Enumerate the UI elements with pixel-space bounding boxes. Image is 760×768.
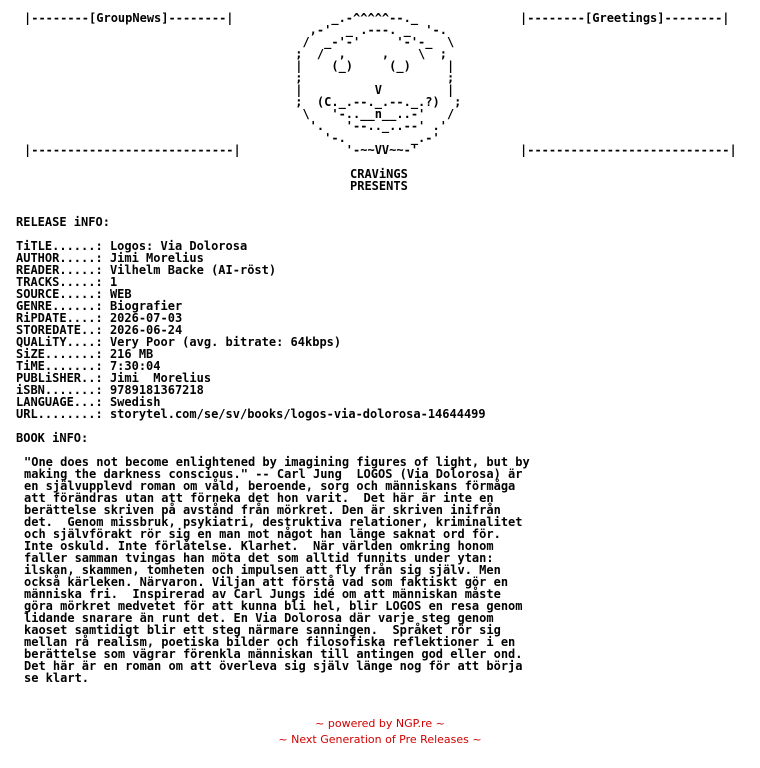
release-info-heading: RELEASE iNFO:	[16, 215, 110, 229]
info-key: TiME.......:	[16, 359, 103, 373]
info-key: TiTLE......:	[16, 239, 103, 253]
info-value: Biografier	[109, 299, 183, 313]
book-description: "One does not become enlightened by imagining figures of light, but by making the darkness conscious." -- Carl Jung LOGOS (Via Dolorosa) är en självupplevd roman om våld, beroende, sorg och människans förmåga att förändras utan att förneka det hon varit. Det här är inte en berättelse skriven på avstånd från mörkret. Den är skriven inifrån det. Genom missbruk, psykiatri, destruktiva relationer, kriminalitet och självförakt rör sig en man mot något han länge saknat ord för. Inte oskuld. Inte förlåtelse. Klarhet. När världen omkring honom faller samman tvingas han möta det som alltid funnits under ytan: ilskan, skammen, tomheten och impulsen att fly från sig själv. Men också kärleken. Närvaron. Viljan att förstå vad som faktiskt gör en människa fri. Inspirerad av Carl Jungs idé om att människan måste göra mörkret medvetet för att kunna bli hel, blir LOGOS en resa genom lidande snarare än runt det. En Via Dolorosa där varje steg genom kaoset samtidigt blir ett steg närmare sanningen. Språket rör sig mellan rå realism, poetiska bilder och filosofiska reflektioner i en berättelse som vägrar förenkla människan till antingen god eller ond. Det här är en roman om att överleva sig själv länge nog för att börja se klart.	[24, 455, 530, 685]
info-value: Jimi Morelius	[109, 371, 212, 385]
info-key: SiZE.......:	[16, 347, 103, 361]
info-value: 7:30:04	[109, 359, 161, 373]
info-key: READER.....:	[16, 263, 103, 277]
info-value: Logos: Via Dolorosa	[109, 239, 248, 253]
info-key: GENRE......:	[16, 299, 103, 313]
group-brand	[350, 168, 408, 192]
right-divider-rule: |----------------------------|	[520, 143, 737, 157]
release-info-table	[16, 240, 486, 420]
info-value: Swedish	[109, 395, 161, 409]
info-key: PUBLiSHER..:	[16, 371, 103, 385]
info-key: LANGUAGE...:	[16, 395, 103, 409]
info-value: 2026-07-03	[109, 311, 183, 325]
info-key: QUALiTY....:	[16, 335, 103, 349]
footer-powered-by: ~ powered by NGP.re ~	[315, 717, 445, 730]
info-value: Vilhelm Backe (AI-röst)	[109, 263, 277, 277]
left-divider-rule: |----------------------------|	[24, 143, 241, 157]
info-value: 2026-06-24	[109, 323, 183, 337]
info-value: Very Poor (avg. bitrate: 64kbps)	[109, 335, 342, 349]
info-url-value: storytel.com/se/sv/books/logos-via-dolorosa-14644499	[109, 407, 486, 421]
info-key: STOREDATE..:	[16, 323, 103, 337]
brand-presents: PRESENTS	[350, 179, 408, 193]
info-value: 9789181367218	[109, 383, 204, 397]
info-value: Jimi Morelius	[109, 251, 204, 265]
info-key: TRACKS.....:	[16, 275, 103, 289]
info-key: RiPDATE....:	[16, 311, 103, 325]
greetings-header: |--------[Greetings]--------|	[520, 11, 730, 25]
info-value: WEB	[109, 287, 132, 301]
ascii-face-logo: _.-^^^^^--._ ,-' _ .---. _ '-. / _-'-' '-'-_ \ ; / , , \ ; | (_) (_) | ; ; | V | ; (C._.--._.--._.?) ; \ '-..__n__..-' / '. '--.._..--' .' '-. _.-' '-~~VV~~-'	[295, 11, 462, 157]
info-key: SOURCE.....:	[16, 287, 103, 301]
book-info-heading: BOOK iNFO:	[16, 431, 89, 445]
info-value: 216 MB	[109, 347, 154, 361]
info-key: URL........:	[16, 407, 103, 421]
footer	[0, 716, 760, 748]
footer-tagline: ~ Next Generation of Pre Releases ~	[278, 733, 482, 746]
info-key: AUTHOR.....:	[16, 251, 103, 265]
info-value: 1	[109, 275, 118, 289]
info-row-url	[16, 408, 486, 420]
info-key: iSBN.......:	[16, 383, 103, 397]
brand-name: CRAViNGS	[350, 167, 408, 181]
group-news-header: |--------[GroupNews]--------|	[24, 11, 234, 25]
